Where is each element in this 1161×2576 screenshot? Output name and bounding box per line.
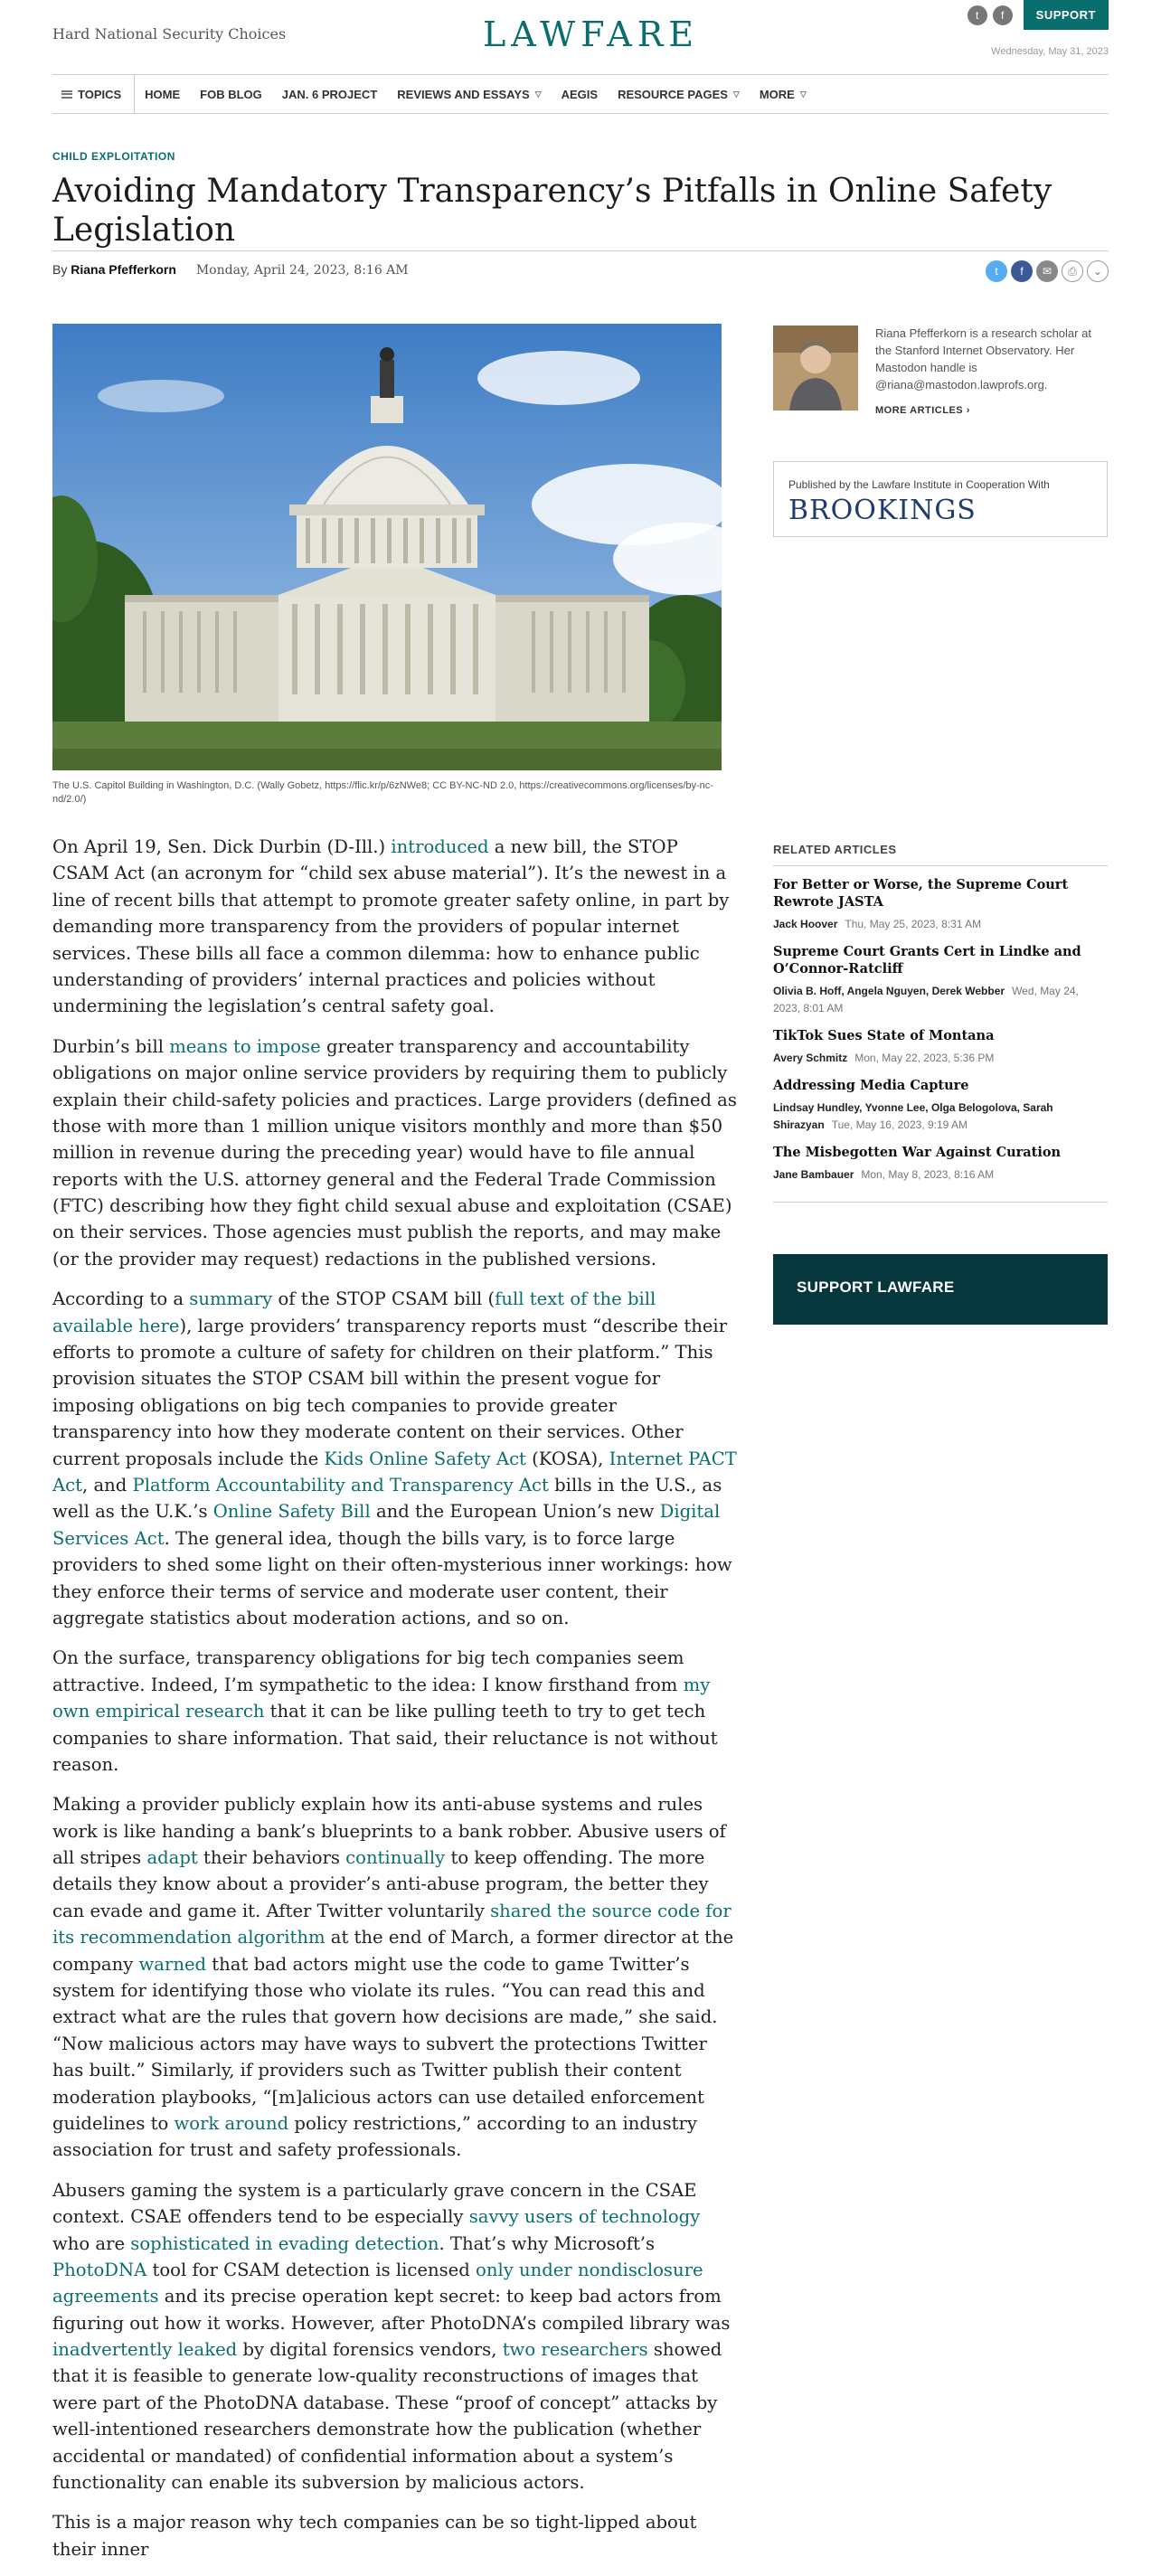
inline-link[interactable]: continually [345,1847,446,1869]
related-title[interactable]: The Misbegotten War Against Curation [773,1145,1062,1161]
brookings-partner-box[interactable] [773,461,1108,537]
nav-more[interactable] [750,75,816,113]
related-title[interactable]: Supreme Court Grants Cert in Lindke and O’Connor-Ratcliff [773,943,1081,977]
list-item[interactable] [773,1078,1108,1134]
related-title[interactable]: For Better or Worse, the Supreme Court Rewrote JASTA [773,877,1069,910]
nav-label: HOME [145,87,181,101]
text: who are [52,2232,131,2254]
text: greater transparency and accountability obligations on major online service providers by requiring them to publicly explain their child-safety policies and practices. Large providers (defined as those with more than 1 million unique visitors monthly and more than $50 million in revenue during the preceding year) would have to file annual reports with the U.S. attorney general and the Federal Trade Commission (FTC) describing how they fight child sexual abuse and exploitation (CSAE) on their services. Those agencies must publish the reports, and may make (or the provider may request) redactions in the published versions. [52,1035,737,1269]
inline-link[interactable]: summary [189,1288,273,1310]
related-title[interactable]: Addressing Media Capture [773,1077,969,1093]
related-meta [773,983,1108,1017]
inline-link[interactable]: warned [138,1953,207,1975]
list-item[interactable] [773,944,1108,1017]
related-heading: RELATED ARTICLES [773,843,1108,866]
list-item[interactable] [773,1145,1108,1184]
text: , and [82,1474,133,1496]
chevron-down-icon: ▽ [534,89,542,99]
paragraph [52,1033,740,1273]
related-date: Wed, May 24, 2023, 8:01 AM [773,984,1079,1014]
author-bio-text: Riana Pfefferkorn is a research scholar at the Stanford Internet Observatory. Her Mastodon handle is @riana@mastodon.lawprofs.org. [875,326,1091,392]
paragraph [52,1645,740,1778]
related-meta [773,916,1108,933]
support-lawfare-button[interactable]: SUPPORT LAWFARE [773,1254,1108,1325]
text: On April 19, Sen. Dick Durbin (D-Ill.) [52,836,392,857]
more-articles-link[interactable]: MORE ARTICLES › [875,405,970,417]
article-title: Avoiding Mandatory Transparency’s Pitfalls in Online Safety Legislation [52,173,1052,250]
published-by-text: Published by the Lawfare Institute in Cooperation With [788,478,1050,491]
nav-fob-blog[interactable] [190,75,272,113]
brookings-logo: BROOKINGS [788,495,977,526]
text: and its precise operation kept secret: to keep bad actors from figuring out how it works. However, after PhotoDNA’s compiled library was [52,2286,731,2334]
text: On the surface, transparency obligations for big tech companies seem attractive. Indeed, I’m sympathetic to the idea: I know firsthand from [52,1647,684,1695]
text: and the European Union’s new [370,1501,660,1523]
image-caption: The U.S. Capitol Building in Washington, D.C. (Wally Gobetz, https://flic.kr/p/6zNWe8; CC BY-NC-ND 2.0, https://creativecommons.org/licenses/by-nc-nd/2.0/) [52,780,713,806]
inline-link[interactable]: inadvertently leaked [52,2339,238,2361]
related-meta [773,1166,1108,1184]
inline-link[interactable]: adapt [146,1847,198,1869]
inline-link[interactable]: two researchers [502,2339,648,2361]
related-date: Mon, May 8, 2023, 8:16 AM [861,1168,995,1182]
inline-link[interactable]: Kids Online Safety Act [324,1448,526,1469]
inline-link[interactable]: Internet PACT Act [52,1448,737,1496]
paragraph [52,1286,740,1631]
related-date: Tue, May 16, 2023, 9:19 AM [831,1118,968,1131]
share-buttons [986,260,1109,282]
text: (KOSA), [525,1448,609,1469]
text: According to a [52,1288,190,1310]
author-bio [875,326,1109,419]
inline-link[interactable]: full text of the bill available here [52,1288,656,1336]
support-button[interactable]: SUPPORT [1024,0,1109,30]
inline-link[interactable]: PhotoDNA [52,2259,147,2280]
nav-jan6-project[interactable] [272,75,387,113]
nav-topics[interactable] [52,75,135,113]
chevron-down-icon: ▽ [732,89,740,99]
related-title[interactable]: TikTok Sues State of Montana [773,1027,995,1043]
lawfare-logo[interactable]: LAWFARE [483,14,700,54]
facebook-share-icon[interactable]: f [1011,260,1033,282]
related-meta [773,1050,1108,1067]
text: that bad actors might use the code to game Twitter’s system for identifying those who violate its rules. “You can read this and extract what are the rules that govern how decisions are made,” she said. “Now malicious actors may have ways to subvert the protections Twitter has built.” Similarly, if providers such as Twitter publish their content moderation playbooks, “[m]alicious actors can use detailed enforcement guidelines to [52,1953,718,2134]
related-authors[interactable]: Jack Hoover [773,917,838,930]
inline-link[interactable]: introduced [391,836,489,857]
nav-label: AEGIS [561,87,599,101]
hamburger-icon [61,90,72,99]
text: a new bill, the STOP CSAM Act (an acronym for “child sex abuse material”). It’s the newest in a line of recent bills that attempt to promote greater safety online, in part by demanding more transparency from the providers of popular internet services. These bills all face a common dilemma: how to enhance public understanding of providers’ internal practices and policies without undermining the legislation’s central safety goal. [52,836,730,1017]
nav-label: RESOURCE PAGES [618,87,728,101]
print-icon[interactable]: ⎙ [1062,260,1083,282]
text: at the end of March, a former director at the company [52,1927,734,1975]
related-date: Thu, May 25, 2023, 8:31 AM [845,917,982,930]
related-date: Mon, May 22, 2023, 5:36 PM [854,1051,995,1064]
site-tagline: Hard National Security Choices [52,25,287,42]
inline-link[interactable]: Digital Services Act [52,1501,721,1549]
byline [52,262,409,278]
paragraph [52,2177,740,2496]
divider [773,1202,1108,1203]
related-authors[interactable]: Olivia B. Hoff, Angela Nguyen, Derek Webber [773,984,1005,997]
nav-resource-pages[interactable] [608,75,750,113]
text: . The general idea, though the bills vary, is to force large providers to shed some light on their often-mysterious inner workings: how they enforce their terms of service and moderate user content, their aggregate statistics about moderation actions, and so on. [52,1527,732,1628]
list-item[interactable] [773,1028,1108,1067]
related-authors[interactable]: Avery Schmitz [773,1051,848,1064]
inline-link[interactable]: only under nondisclosure agreements [52,2259,703,2307]
nav-home[interactable] [135,75,190,113]
main-nav [52,74,1109,114]
divider [52,250,1109,251]
inline-link[interactable]: savvy users of technology [468,2206,701,2228]
inline-link[interactable]: Online Safety Bill [212,1501,371,1523]
text: policy restrictions,” according to an industry association for trust and safety professionals. [52,2112,697,2161]
related-authors[interactable]: Lindsay Hundley, Yvonne Lee, Olga Belogolova, Sarah Shirazyan [773,1100,1053,1131]
nav-label: FOB BLOG [200,87,262,101]
text: Durbin’s bill [52,1035,170,1057]
article-body [52,834,740,2576]
text: to keep offending. The more details they know about a provider’s anti-abuse program, the better they can evade and game it. After Twitter voluntarily [52,1847,709,1921]
email-share-icon[interactable]: ✉ [1036,260,1058,282]
inline-link[interactable]: work around [174,2112,289,2134]
paragraph [52,1791,740,2163]
inline-link[interactable]: shared the source code for its recommendation algorithm [52,1900,732,1949]
text: their behaviors [197,1847,346,1869]
nav-reviews-essays[interactable] [387,75,551,113]
list-item[interactable] [773,877,1108,933]
facebook-icon[interactable]: f [993,5,1013,25]
inline-link[interactable]: means to impose [169,1035,321,1057]
author-photo[interactable] [773,326,858,410]
twitter-icon[interactable]: t [968,5,987,25]
twitter-share-icon[interactable]: t [986,260,1007,282]
inline-link[interactable]: my own empirical research [52,1674,711,1722]
text: by digital forensics vendors, [237,2339,503,2361]
text: . That’s why Microsoft’s [439,2232,656,2254]
inline-link[interactable]: Platform Accountability and Transparency Act [132,1474,549,1496]
hero-image [52,324,722,770]
paragraph [52,834,740,1020]
related-articles [773,843,1108,1203]
article-category[interactable]: CHILD EXPLOITATION [52,150,175,163]
related-meta [773,1099,1108,1134]
text: that it can be like pulling teeth to try to get tech companies to share information. That said, their reluctance is not without reason. [52,1701,718,1775]
publish-date: Monday, April 24, 2023, 8:16 AM [195,263,409,278]
nav-aegis[interactable] [552,75,608,113]
text: ), large providers’ transparency reports must “describe their efforts to promote a culture of safety for children on their platform.” This provision situates the STOP CSAM bill within the present vogue for imposing obligations on big tech companies to provide greater transparency into how they moderate content on their services. Other current proposals include the [52,1315,728,1469]
text: This is a major reason why tech companies can be so tight-lipped about their inner [52,2512,697,2560]
header-actions [968,0,1109,30]
byline-by: By [52,262,68,277]
text: Making a provider publicly explain how its anti-abuse systems and rules work is like handing a bank’s blueprints to a bank robber. Abusive users of all stripes [52,1794,726,1869]
nav-topics-label: TOPICS [78,87,122,101]
text: tool for CSAM detection is licensed [146,2259,477,2280]
nav-label: JAN. 6 PROJECT [281,87,378,101]
paragraph [52,2509,740,2562]
inline-link[interactable]: sophisticated in evading detection [130,2232,439,2254]
text: Abusers gaming the system is a particularly grave concern in the CSAE context. CSAE offenders tend to be especially [52,2179,697,2228]
current-date: Wednesday, May 31, 2023 [991,46,1109,57]
chevron-down-icon[interactable]: ⌄ [1087,260,1109,282]
text: of the STOP CSAM bill ( [272,1288,496,1310]
related-authors[interactable]: Jane Bambauer [773,1168,854,1182]
nav-label: REVIEWS AND ESSAYS [397,87,530,101]
text: bills in the U.S., as well as the U.K.’s [52,1474,722,1523]
nav-label: MORE [759,87,795,101]
chevron-down-icon: ▽ [799,89,807,99]
author-link[interactable]: Riana Pfefferkorn [71,262,176,277]
text: showed that it is feasible to generate low-quality reconstructions of images that were part of the PhotoDNA database. These “proof of concept” attacks by well-intentioned researchers demonstrate how the publication (whether accidental or mandated) of confidential information about a system’s functionality can enable its subversion by malicious actors. [52,2339,722,2494]
